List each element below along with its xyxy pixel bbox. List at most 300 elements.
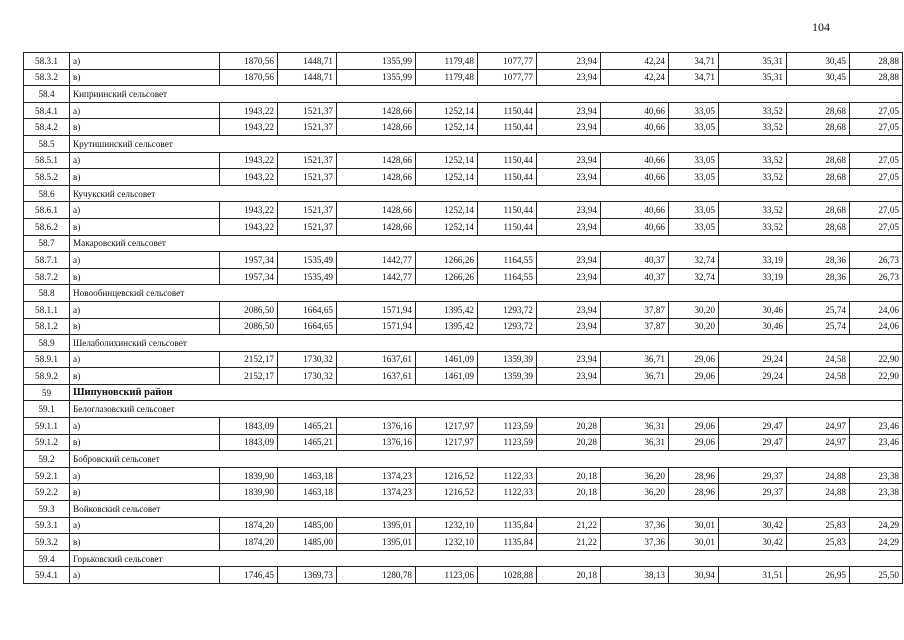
value-cell: 23,94 bbox=[537, 152, 601, 169]
value-cell: 2152,17 bbox=[220, 351, 278, 368]
value-cell: 1217,97 bbox=[416, 434, 478, 451]
value-cell: 40,66 bbox=[601, 102, 669, 119]
value-cell: 36,31 bbox=[601, 434, 669, 451]
value-cell: 28,88 bbox=[850, 53, 903, 70]
value-cell: 29,37 bbox=[719, 484, 787, 501]
value-cell: 25,74 bbox=[787, 301, 850, 318]
value-cell: 30,20 bbox=[669, 301, 719, 318]
row-letter: а) bbox=[70, 418, 220, 435]
value-cell: 30,94 bbox=[669, 567, 719, 584]
row-letter: а) bbox=[70, 467, 220, 484]
value-cell: 34,71 bbox=[669, 69, 719, 86]
value-cell: 37,36 bbox=[601, 534, 669, 551]
value-cell: 1179,48 bbox=[416, 69, 478, 86]
value-cell: 1637,61 bbox=[337, 351, 416, 368]
section-title: Войковский сельсовет bbox=[70, 501, 903, 518]
value-cell: 1150,44 bbox=[478, 202, 537, 219]
value-cell: 40,66 bbox=[601, 169, 669, 186]
value-cell: 21,22 bbox=[537, 534, 601, 551]
value-cell: 1280,78 bbox=[337, 567, 416, 584]
tariff-table bbox=[23, 52, 903, 584]
row-code: 59.3 bbox=[24, 501, 70, 518]
row-letter: а) bbox=[70, 351, 220, 368]
value-cell: 23,94 bbox=[537, 119, 601, 136]
row-code: 58.7 bbox=[24, 235, 70, 252]
value-cell: 1122,33 bbox=[478, 467, 537, 484]
value-cell: 42,24 bbox=[601, 53, 669, 70]
value-cell: 1395,01 bbox=[337, 534, 416, 551]
value-cell: 1123,59 bbox=[478, 418, 537, 435]
row-code: 58.1.2 bbox=[24, 318, 70, 335]
value-cell: 1521,37 bbox=[278, 102, 337, 119]
value-cell: 21,22 bbox=[537, 517, 601, 534]
value-cell: 1359,39 bbox=[478, 351, 537, 368]
row-letter: а) bbox=[70, 152, 220, 169]
value-cell: 1730,32 bbox=[278, 368, 337, 385]
value-cell: 23,94 bbox=[537, 301, 601, 318]
row-code: 58.3.2 bbox=[24, 69, 70, 86]
row-letter: в) bbox=[70, 119, 220, 136]
value-cell: 1730,32 bbox=[278, 351, 337, 368]
value-cell: 33,52 bbox=[719, 152, 787, 169]
value-cell: 22,90 bbox=[850, 368, 903, 385]
value-cell: 1870,56 bbox=[220, 53, 278, 70]
value-cell: 27,05 bbox=[850, 218, 903, 235]
value-cell: 25,83 bbox=[787, 517, 850, 534]
value-cell: 27,05 bbox=[850, 202, 903, 219]
value-cell: 1122,33 bbox=[478, 484, 537, 501]
value-cell: 27,05 bbox=[850, 119, 903, 136]
section-header-row bbox=[24, 235, 903, 252]
value-cell: 1376,16 bbox=[337, 434, 416, 451]
table-row bbox=[24, 534, 903, 551]
value-cell: 23,46 bbox=[850, 434, 903, 451]
value-cell: 28,96 bbox=[669, 467, 719, 484]
value-cell: 1150,44 bbox=[478, 218, 537, 235]
value-cell: 29,47 bbox=[719, 418, 787, 435]
value-cell: 1077,77 bbox=[478, 53, 537, 70]
value-cell: 20,18 bbox=[537, 484, 601, 501]
district-title: Шипуновский район bbox=[70, 384, 903, 401]
value-cell: 25,83 bbox=[787, 534, 850, 551]
value-cell: 24,06 bbox=[850, 301, 903, 318]
row-code: 58.1.1 bbox=[24, 301, 70, 318]
value-cell: 40,66 bbox=[601, 152, 669, 169]
value-cell: 20,28 bbox=[537, 418, 601, 435]
value-cell: 30,20 bbox=[669, 318, 719, 335]
value-cell: 1839,90 bbox=[220, 484, 278, 501]
row-code: 58.9 bbox=[24, 335, 70, 352]
value-cell: 27,05 bbox=[850, 102, 903, 119]
value-cell: 1535,49 bbox=[278, 252, 337, 269]
value-cell: 1369,73 bbox=[278, 567, 337, 584]
value-cell: 29,06 bbox=[669, 418, 719, 435]
table-row bbox=[24, 252, 903, 269]
value-cell: 1252,14 bbox=[416, 218, 478, 235]
value-cell: 1521,37 bbox=[278, 169, 337, 186]
row-letter: в) bbox=[70, 368, 220, 385]
row-code: 59.4 bbox=[24, 550, 70, 567]
value-cell: 31,51 bbox=[719, 567, 787, 584]
section-header-row bbox=[24, 86, 903, 103]
row-code: 58.9.2 bbox=[24, 368, 70, 385]
value-cell: 33,52 bbox=[719, 169, 787, 186]
page-number: 104 bbox=[812, 20, 830, 34]
table-row bbox=[24, 268, 903, 285]
row-code: 59.1.1 bbox=[24, 418, 70, 435]
row-code: 58.9.1 bbox=[24, 351, 70, 368]
table-row bbox=[24, 301, 903, 318]
value-cell: 27,05 bbox=[850, 152, 903, 169]
value-cell: 1028,88 bbox=[478, 567, 537, 584]
value-cell: 33,52 bbox=[719, 119, 787, 136]
value-cell: 24,97 bbox=[787, 434, 850, 451]
row-code: 58.4.2 bbox=[24, 119, 70, 136]
table-row bbox=[24, 434, 903, 451]
value-cell: 1943,22 bbox=[220, 218, 278, 235]
value-cell: 1839,90 bbox=[220, 467, 278, 484]
section-header-row bbox=[24, 285, 903, 302]
value-cell: 40,66 bbox=[601, 218, 669, 235]
value-cell: 28,36 bbox=[787, 252, 850, 269]
value-cell: 23,94 bbox=[537, 318, 601, 335]
value-cell: 1874,20 bbox=[220, 517, 278, 534]
value-cell: 29,06 bbox=[669, 351, 719, 368]
value-cell: 23,38 bbox=[850, 484, 903, 501]
value-cell: 1442,77 bbox=[337, 268, 416, 285]
value-cell: 23,38 bbox=[850, 467, 903, 484]
value-cell: 33,05 bbox=[669, 152, 719, 169]
value-cell: 23,94 bbox=[537, 69, 601, 86]
value-cell: 1150,44 bbox=[478, 169, 537, 186]
value-cell: 30,01 bbox=[669, 517, 719, 534]
row-code: 58.7.2 bbox=[24, 268, 70, 285]
value-cell: 23,94 bbox=[537, 169, 601, 186]
value-cell: 2086,50 bbox=[220, 301, 278, 318]
value-cell: 1571,94 bbox=[337, 301, 416, 318]
value-cell: 23,94 bbox=[537, 53, 601, 70]
value-cell: 1355,99 bbox=[337, 53, 416, 70]
value-cell: 28,68 bbox=[787, 152, 850, 169]
value-cell: 32,74 bbox=[669, 268, 719, 285]
value-cell: 26,73 bbox=[850, 252, 903, 269]
row-code: 58.6.1 bbox=[24, 202, 70, 219]
value-cell: 1442,77 bbox=[337, 252, 416, 269]
value-cell: 40,66 bbox=[601, 202, 669, 219]
value-cell: 33,05 bbox=[669, 169, 719, 186]
value-cell: 27,05 bbox=[850, 169, 903, 186]
value-cell: 35,31 bbox=[719, 69, 787, 86]
row-code: 58.7.1 bbox=[24, 252, 70, 269]
district-header-row bbox=[24, 384, 903, 401]
row-code: 58.5 bbox=[24, 135, 70, 152]
table-row bbox=[24, 368, 903, 385]
value-cell: 24,29 bbox=[850, 534, 903, 551]
value-cell: 1535,49 bbox=[278, 268, 337, 285]
row-code: 59.2.1 bbox=[24, 467, 70, 484]
value-cell: 33,52 bbox=[719, 102, 787, 119]
value-cell: 28,68 bbox=[787, 202, 850, 219]
value-cell: 1252,14 bbox=[416, 169, 478, 186]
value-cell: 1179,48 bbox=[416, 53, 478, 70]
value-cell: 23,46 bbox=[850, 418, 903, 435]
value-cell: 36,20 bbox=[601, 484, 669, 501]
row-code: 59.2.2 bbox=[24, 484, 70, 501]
value-cell: 33,52 bbox=[719, 202, 787, 219]
table-row bbox=[24, 567, 903, 584]
value-cell: 30,01 bbox=[669, 534, 719, 551]
value-cell: 1463,18 bbox=[278, 467, 337, 484]
value-cell: 34,71 bbox=[669, 53, 719, 70]
section-header-row bbox=[24, 185, 903, 202]
value-cell: 37,87 bbox=[601, 318, 669, 335]
table-row bbox=[24, 418, 903, 435]
value-cell: 1843,09 bbox=[220, 418, 278, 435]
section-title: Горьковский сельсовет bbox=[70, 550, 903, 567]
value-cell: 36,31 bbox=[601, 418, 669, 435]
section-header-row bbox=[24, 335, 903, 352]
value-cell: 1870,56 bbox=[220, 69, 278, 86]
section-header-row bbox=[24, 550, 903, 567]
value-cell: 37,36 bbox=[601, 517, 669, 534]
section-title: Белоглазовский сельсовет bbox=[70, 401, 903, 418]
row-letter: в) bbox=[70, 69, 220, 86]
value-cell: 1943,22 bbox=[220, 102, 278, 119]
value-cell: 20,18 bbox=[537, 567, 601, 584]
row-code: 58.4 bbox=[24, 86, 70, 103]
value-cell: 30,45 bbox=[787, 53, 850, 70]
section-header-row bbox=[24, 401, 903, 418]
value-cell: 24,58 bbox=[787, 368, 850, 385]
row-code: 59.1.2 bbox=[24, 434, 70, 451]
value-cell: 20,18 bbox=[537, 467, 601, 484]
row-letter: а) bbox=[70, 301, 220, 318]
value-cell: 28,68 bbox=[787, 169, 850, 186]
row-code: 58.8 bbox=[24, 285, 70, 302]
value-cell: 28,36 bbox=[787, 268, 850, 285]
value-cell: 1428,66 bbox=[337, 202, 416, 219]
value-cell: 26,95 bbox=[787, 567, 850, 584]
value-cell: 1123,59 bbox=[478, 434, 537, 451]
value-cell: 1164,55 bbox=[478, 268, 537, 285]
value-cell: 1463,18 bbox=[278, 484, 337, 501]
value-cell: 1355,99 bbox=[337, 69, 416, 86]
section-title: Киприинский сельсовет bbox=[70, 86, 903, 103]
section-title: Крутишинский сельсовет bbox=[70, 135, 903, 152]
value-cell: 1293,72 bbox=[478, 301, 537, 318]
value-cell: 1428,66 bbox=[337, 218, 416, 235]
value-cell: 23,94 bbox=[537, 351, 601, 368]
value-cell: 1428,66 bbox=[337, 102, 416, 119]
table-row bbox=[24, 467, 903, 484]
section-title: Макаровский сельсовет bbox=[70, 235, 903, 252]
table-row bbox=[24, 517, 903, 534]
row-code: 58.3.1 bbox=[24, 53, 70, 70]
row-letter: в) bbox=[70, 169, 220, 186]
value-cell: 40,37 bbox=[601, 268, 669, 285]
value-cell: 1448,71 bbox=[278, 69, 337, 86]
value-cell: 1150,44 bbox=[478, 102, 537, 119]
value-cell: 1150,44 bbox=[478, 119, 537, 136]
row-letter: а) bbox=[70, 567, 220, 584]
row-letter: в) bbox=[70, 484, 220, 501]
row-code: 58.4.1 bbox=[24, 102, 70, 119]
table-row bbox=[24, 318, 903, 335]
value-cell: 1395,42 bbox=[416, 301, 478, 318]
value-cell: 29,24 bbox=[719, 368, 787, 385]
table-row bbox=[24, 202, 903, 219]
section-title: Шелаболихинский сельсовет bbox=[70, 335, 903, 352]
value-cell: 24,97 bbox=[787, 418, 850, 435]
value-cell: 1428,66 bbox=[337, 152, 416, 169]
value-cell: 40,66 bbox=[601, 119, 669, 136]
value-cell: 1135,84 bbox=[478, 517, 537, 534]
value-cell: 1521,37 bbox=[278, 202, 337, 219]
row-letter: а) bbox=[70, 202, 220, 219]
table-row bbox=[24, 152, 903, 169]
value-cell: 35,31 bbox=[719, 53, 787, 70]
value-cell: 1571,94 bbox=[337, 318, 416, 335]
value-cell: 40,37 bbox=[601, 252, 669, 269]
value-cell: 1395,42 bbox=[416, 318, 478, 335]
value-cell: 1957,34 bbox=[220, 252, 278, 269]
value-cell: 30,42 bbox=[719, 534, 787, 551]
row-code: 59.3.1 bbox=[24, 517, 70, 534]
value-cell: 23,94 bbox=[537, 102, 601, 119]
value-cell: 24,88 bbox=[787, 467, 850, 484]
value-cell: 1428,66 bbox=[337, 169, 416, 186]
value-cell: 25,50 bbox=[850, 567, 903, 584]
row-letter: в) bbox=[70, 534, 220, 551]
value-cell: 1664,65 bbox=[278, 318, 337, 335]
value-cell: 29,06 bbox=[669, 368, 719, 385]
table-body bbox=[24, 53, 903, 584]
value-cell: 42,24 bbox=[601, 69, 669, 86]
value-cell: 33,05 bbox=[669, 218, 719, 235]
value-cell: 30,46 bbox=[719, 318, 787, 335]
value-cell: 1461,09 bbox=[416, 351, 478, 368]
table-row bbox=[24, 169, 903, 186]
value-cell: 1123,06 bbox=[416, 567, 478, 584]
value-cell: 23,94 bbox=[537, 368, 601, 385]
value-cell: 1252,14 bbox=[416, 119, 478, 136]
value-cell: 24,29 bbox=[850, 517, 903, 534]
value-cell: 1232,10 bbox=[416, 534, 478, 551]
value-cell: 28,88 bbox=[850, 69, 903, 86]
value-cell: 1843,09 bbox=[220, 434, 278, 451]
value-cell: 1164,55 bbox=[478, 252, 537, 269]
value-cell: 1135,84 bbox=[478, 534, 537, 551]
value-cell: 1374,23 bbox=[337, 484, 416, 501]
value-cell: 1428,66 bbox=[337, 119, 416, 136]
value-cell: 1746,45 bbox=[220, 567, 278, 584]
value-cell: 1461,09 bbox=[416, 368, 478, 385]
value-cell: 28,68 bbox=[787, 218, 850, 235]
value-cell: 1376,16 bbox=[337, 418, 416, 435]
value-cell: 1266,26 bbox=[416, 268, 478, 285]
section-header-row bbox=[24, 451, 903, 468]
row-code: 58.6.2 bbox=[24, 218, 70, 235]
value-cell: 33,52 bbox=[719, 218, 787, 235]
value-cell: 1521,37 bbox=[278, 119, 337, 136]
section-title: Кучукский сельсовет bbox=[70, 185, 903, 202]
value-cell: 23,94 bbox=[537, 252, 601, 269]
value-cell: 2086,50 bbox=[220, 318, 278, 335]
value-cell: 1395,01 bbox=[337, 517, 416, 534]
value-cell: 36,20 bbox=[601, 467, 669, 484]
table-row bbox=[24, 218, 903, 235]
row-letter: в) bbox=[70, 268, 220, 285]
value-cell: 24,58 bbox=[787, 351, 850, 368]
value-cell: 1465,21 bbox=[278, 434, 337, 451]
row-code: 59.1 bbox=[24, 401, 70, 418]
value-cell: 1216,52 bbox=[416, 467, 478, 484]
value-cell: 1637,61 bbox=[337, 368, 416, 385]
value-cell: 38,13 bbox=[601, 567, 669, 584]
value-cell: 29,47 bbox=[719, 434, 787, 451]
value-cell: 23,94 bbox=[537, 202, 601, 219]
table-row bbox=[24, 53, 903, 70]
row-letter: а) bbox=[70, 102, 220, 119]
row-letter: в) bbox=[70, 218, 220, 235]
value-cell: 33,05 bbox=[669, 202, 719, 219]
value-cell: 1252,14 bbox=[416, 152, 478, 169]
value-cell: 36,71 bbox=[601, 351, 669, 368]
value-cell: 26,73 bbox=[850, 268, 903, 285]
value-cell: 36,71 bbox=[601, 368, 669, 385]
value-cell: 1216,52 bbox=[416, 484, 478, 501]
value-cell: 1359,39 bbox=[478, 368, 537, 385]
value-cell: 1217,97 bbox=[416, 418, 478, 435]
value-cell: 33,05 bbox=[669, 102, 719, 119]
row-letter: а) bbox=[70, 517, 220, 534]
value-cell: 23,94 bbox=[537, 268, 601, 285]
value-cell: 33,19 bbox=[719, 268, 787, 285]
value-cell: 1266,26 bbox=[416, 252, 478, 269]
value-cell: 1293,72 bbox=[478, 318, 537, 335]
value-cell: 28,68 bbox=[787, 119, 850, 136]
section-header-row bbox=[24, 501, 903, 518]
value-cell: 30,46 bbox=[719, 301, 787, 318]
row-letter: а) bbox=[70, 252, 220, 269]
value-cell: 22,90 bbox=[850, 351, 903, 368]
value-cell: 1943,22 bbox=[220, 152, 278, 169]
value-cell: 29,06 bbox=[669, 434, 719, 451]
row-code: 58.6 bbox=[24, 185, 70, 202]
row-letter: в) bbox=[70, 318, 220, 335]
section-title: Новообинцевский сельсовет bbox=[70, 285, 903, 302]
value-cell: 1664,65 bbox=[278, 301, 337, 318]
row-code: 59.2 bbox=[24, 451, 70, 468]
section-header-row bbox=[24, 135, 903, 152]
value-cell: 1943,22 bbox=[220, 169, 278, 186]
value-cell: 24,06 bbox=[850, 318, 903, 335]
section-title: Бобровский сельсовет bbox=[70, 451, 903, 468]
value-cell: 33,19 bbox=[719, 252, 787, 269]
value-cell: 29,37 bbox=[719, 467, 787, 484]
value-cell: 33,05 bbox=[669, 119, 719, 136]
value-cell: 1077,77 bbox=[478, 69, 537, 86]
row-code: 59.3.2 bbox=[24, 534, 70, 551]
row-code: 59.4.1 bbox=[24, 567, 70, 584]
row-letter: в) bbox=[70, 434, 220, 451]
row-code: 58.5.2 bbox=[24, 169, 70, 186]
table-row bbox=[24, 69, 903, 86]
value-cell: 1943,22 bbox=[220, 119, 278, 136]
value-cell: 29,24 bbox=[719, 351, 787, 368]
row-letter: а) bbox=[70, 53, 220, 70]
table-row bbox=[24, 351, 903, 368]
